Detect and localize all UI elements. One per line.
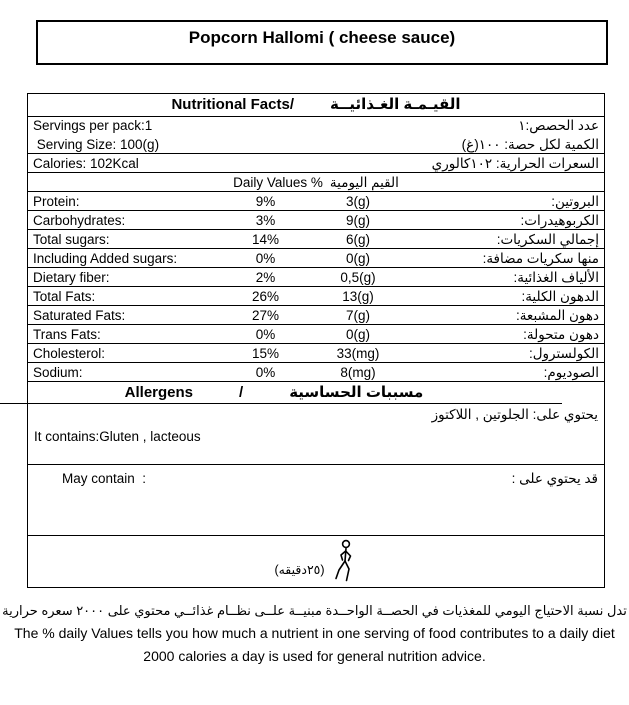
servings-per-pack-en: Servings per pack:1 [33, 118, 153, 133]
nutrient-label-ar: الألياف الغذائية: [513, 270, 599, 285]
may-contain-row [28, 465, 604, 536]
nutrient-label-en: Total Fats: [33, 289, 96, 304]
servings-per-pack-line [28, 117, 604, 136]
walking-person-icon [332, 539, 358, 585]
nutrient-label-en: Saturated Fats: [33, 308, 126, 323]
nutrient-percent: 3% [255, 213, 276, 228]
nutrient-label-en: Protein: [33, 194, 80, 209]
nutrient-amount: 7(g) [345, 308, 370, 323]
nutrient-label-en: Dietary fiber: [33, 270, 110, 285]
nutrient-label-ar: الكولسترول: [528, 346, 599, 361]
nutrient-percent: 27% [251, 308, 280, 323]
nutrient-amount: 33(mg) [336, 346, 380, 361]
calories-en: Calories: 102Kcal [33, 156, 139, 171]
nutrient-label-en: Carbohydrates: [33, 213, 126, 228]
nutrient-label-ar: دهون متحولة: [523, 327, 599, 342]
nutrient-percent: 0% [255, 365, 276, 380]
nutrient-percent: 26% [251, 289, 280, 304]
contains-text-ar: يحتوي على: الجلوتين , اللاكتوز [431, 407, 598, 422]
nutrient-amount: 6(g) [345, 232, 370, 247]
nutrient-label-ar: الدهون الكلية: [521, 289, 599, 304]
nutrient-row-saturated-fats [28, 306, 604, 325]
allergens-header-row [0, 382, 562, 404]
nutrient-label-ar: الكربوهيدرات: [520, 213, 599, 228]
nutrient-label-ar: الصوديوم: [543, 365, 599, 380]
nutrient-label-en: Total sugars: [33, 232, 110, 247]
nutrient-percent: 14% [251, 232, 280, 247]
nutrient-amount: 9(g) [345, 213, 370, 228]
daily-values-ar: القيم اليومية [329, 175, 399, 190]
nutrient-amount: 8(mg) [340, 365, 376, 380]
may-contain-ar: قد يحتوي على : [511, 471, 598, 486]
calories-ar: السعرات الحرارية: ١٠٢كالوري [431, 156, 599, 171]
daily-values-header-row [28, 173, 604, 192]
nutrient-label-ar: إجمالي السكريات: [496, 232, 599, 247]
nutrient-label-ar: البروتين: [551, 194, 599, 209]
product-title-box [36, 20, 608, 65]
nutrient-row-cholesterol [28, 344, 604, 363]
nutrient-amount: 13(g) [342, 289, 374, 304]
table-header-en: Nutritional Facts/ [171, 96, 294, 113]
activity-row [28, 536, 604, 587]
nutrient-percent: 0% [255, 251, 276, 266]
nutrient-amount: 0(g) [345, 251, 370, 266]
footer-note [0, 600, 629, 668]
nutrient-row-sodium [28, 363, 604, 382]
serving-size-line [28, 136, 604, 155]
nutrient-label-ar: دهون المشبعة: [515, 308, 599, 323]
may-contain-en: May contain : [62, 471, 147, 486]
nutrient-row-added-sugars [28, 249, 604, 268]
nutrient-label-en: Sodium: [33, 365, 83, 380]
nutrient-amount: 3(g) [345, 194, 370, 209]
nutrient-row-dietary-fiber [28, 268, 604, 287]
footer-note-en-line1: The % daily Values tells you how much a nutrient in one serving of food contributes to a daily diet [14, 625, 615, 641]
footer-note-en-line2: 2000 calories a day is used for general nutrition advice. [143, 648, 486, 664]
nutrient-label-ar: منها سكريات مضافة: [482, 251, 599, 266]
contains-text-en: It contains:Gluten , lacteous [34, 429, 201, 444]
nutrient-label-en: Including Added sugars: [33, 251, 178, 266]
activity-duration-label: (٢٥دقيقه) [274, 562, 325, 577]
nutrient-percent: 2% [255, 270, 276, 285]
daily-values-en: Daily Values % [233, 175, 323, 190]
nutrient-row-protein [28, 192, 604, 211]
nutrient-row-total-sugars [28, 230, 604, 249]
nutrient-percent: 0% [255, 327, 276, 342]
allergens-header-ar: مسببات الحساسية [289, 384, 424, 401]
servings-per-pack-ar: عدد الحصص:١ [518, 118, 599, 133]
table-header-ar: القيـمـة الغـذائيــة [329, 96, 461, 113]
nutrient-row-trans-fats [28, 325, 604, 344]
nutrient-amount: 0,5(g) [340, 270, 376, 285]
nutrition-facts-table [27, 93, 605, 588]
serving-size-ar: الكمية لكل حصة: ١٠٠(غ) [461, 136, 599, 152]
nutrient-percent: 15% [251, 346, 280, 361]
servings-row [28, 117, 604, 154]
contains-row [28, 404, 604, 465]
nutrient-row-total-fats [28, 287, 604, 306]
nutrient-label-en: Trans Fats: [33, 327, 101, 342]
calories-row [28, 154, 604, 173]
serving-size-en: Serving Size: 100(g) [33, 136, 160, 152]
nutrient-label-en: Cholesterol: [33, 346, 106, 361]
table-header-row [28, 94, 604, 117]
nutrient-percent: 9% [255, 194, 276, 209]
nutrient-amount: 0(g) [345, 327, 370, 342]
product-title: Popcorn Hallomi ( cheese sauce) [188, 28, 456, 47]
allergens-separator: / [239, 384, 244, 401]
footer-note-ar: تدل نسبة الاحتياج اليومي للمغذيات في الحصــة الواحــدة مبنيــة علــى نظــام غذائــي محتوي على ٢٠٠٠ سعره حرارية [2, 603, 627, 618]
allergens-header-en: Allergens [124, 384, 194, 401]
nutrient-row-carbohydrates [28, 211, 604, 230]
